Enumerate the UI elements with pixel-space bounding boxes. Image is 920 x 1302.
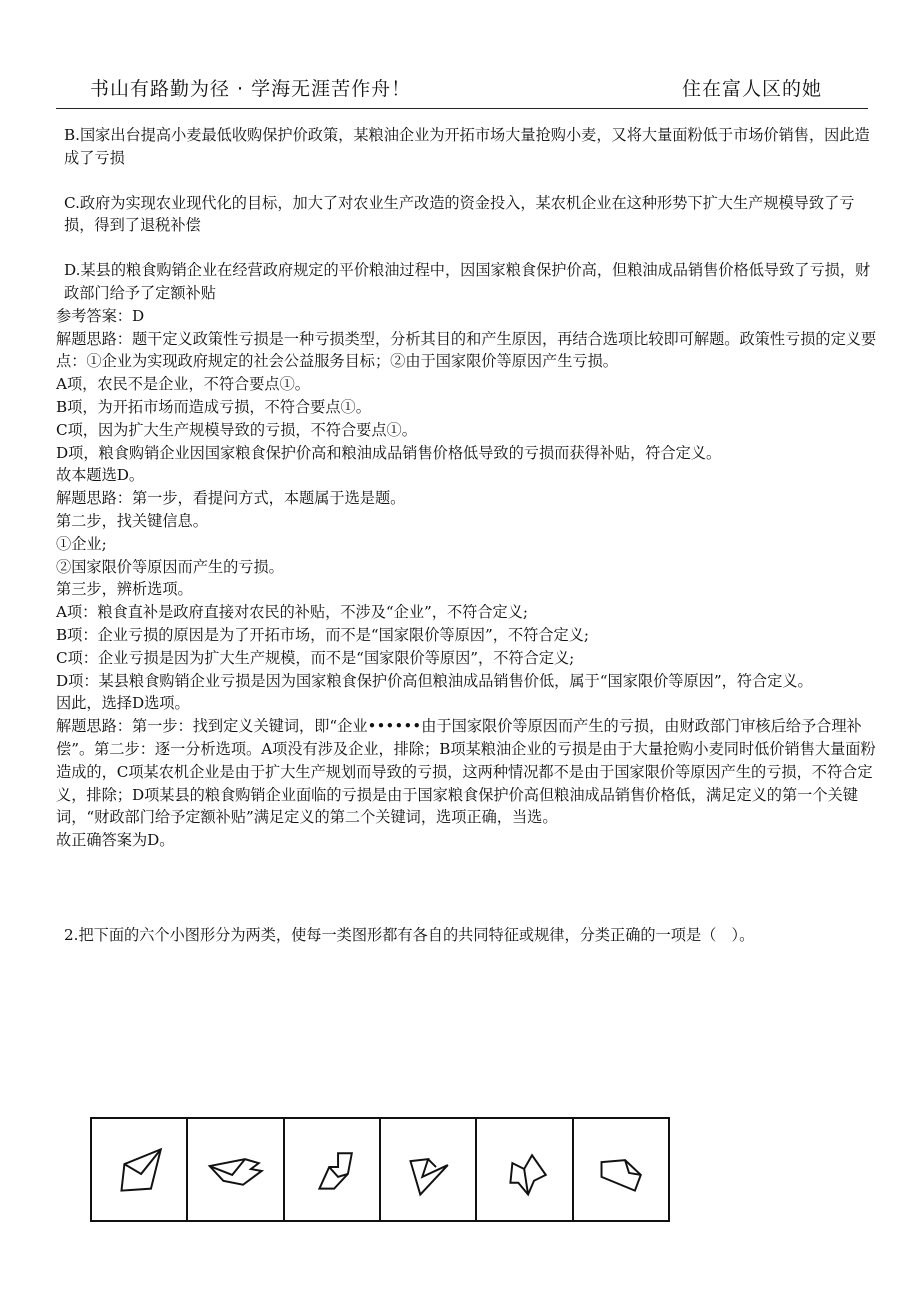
analysis-line: 解题思路：题干定义政策性亏损是一种亏损类型，分析其目的和产生原因，再结合选项比较即可解题。政策性亏损的定义要点：①企业为实现政府规定的社会公益服务目标；②由于国家限价等原因产生亏损。 xyxy=(56,329,877,371)
analysis-line: 故正确答案为D。 xyxy=(56,831,175,850)
figure-6-shape xyxy=(574,1119,668,1220)
figure-1-shape xyxy=(92,1119,186,1220)
analysis-line: C项，因为扩大生产规模导致的亏损，不符合要点①。 xyxy=(56,420,417,439)
option-c: C.政府为实现农业现代化的目标，加大了对农业生产改造的资金投入，某农机企业在这种形势下扩大生产规模导致了亏损，得到了退税补偿 xyxy=(64,193,855,235)
figure-5-shape xyxy=(477,1119,571,1220)
figure-4-shape xyxy=(381,1119,475,1220)
analysis-line: ②国家限价等原因而产生的亏损。 xyxy=(56,557,284,576)
analysis-line: B项，为开拓市场而造成亏损，不符合要点①。 xyxy=(56,397,371,416)
question-content xyxy=(56,124,882,947)
analysis-line: D项，粮食购销企业因国家粮食保护价高和粮油成品销售价格低导致的亏损而获得补贴，符合定义。 xyxy=(56,443,722,462)
figure-strip xyxy=(90,1117,670,1222)
analysis-line: D项：某县粮食购销企业亏损是因为国家粮食保护价高但粮油成品销售价低，属于“国家限价等原因”，符合定义。 xyxy=(56,671,813,690)
analysis-line: ①企业; xyxy=(56,534,107,553)
analysis-line: B项：企业亏损的原因是为了开拓市场，而不是“国家限价等原因”，不符合定义; xyxy=(56,625,589,644)
header-divider xyxy=(56,108,868,109)
figure-3-shape xyxy=(285,1119,379,1220)
header-author: 住在富人区的她 xyxy=(682,78,823,100)
analysis-line: 解题思路：第一步，看提问方式，本题属于选是题。 xyxy=(56,489,406,508)
figure-1 xyxy=(92,1119,188,1220)
figure-2 xyxy=(188,1119,284,1220)
analysis-line: A项：粮食直补是政府直接对农民的补贴，不涉及“企业”，不符合定义; xyxy=(56,603,529,622)
analysis-line: C项：企业亏损是因为扩大生产规模，而不是“国家限价等原因”，不符合定义; xyxy=(56,648,575,667)
analysis-line: 因此，选择D选项。 xyxy=(56,694,190,713)
analysis-line: 第二步，找关键信息。 xyxy=(56,511,208,530)
analysis-line: A项，农民不是企业，不符合要点①。 xyxy=(56,375,310,394)
reference-answer: 参考答案：D xyxy=(56,306,145,325)
analysis-line: 第三步，辨析选项。 xyxy=(56,580,193,599)
figure-4 xyxy=(381,1119,477,1220)
figure-3 xyxy=(285,1119,381,1220)
analysis-line: 故本题选D。 xyxy=(56,466,145,485)
question-2-stem: 2.把下面的六个小图形分为两类，使每一类图形都有各自的共同特征或规律，分类正确的一项是（ ）。 xyxy=(64,925,755,944)
option-b: B.国家出台提高小麦最低收购保护价政策，某粮油企业为开拓市场大量抢购小麦，又将大量面粉低于市场价销售，因此造成了亏损 xyxy=(64,126,870,167)
option-d: D.某县的粮食购销企业在经营政府规定的平价粮油过程中，因国家粮食保护价高，但粮油成品销售价格低导致了亏损，财政部门给予了定额补贴 xyxy=(64,261,871,302)
analysis-line: 解题思路：第一步：找到定义关键词，即“企业••••••由于国家限价等原因而产生的亏损，由财政部门审核后给予合理补偿”。第二步：逐一分析选项。A项没有涉及企业，排除；B项某粮油企业的亏损是由于大量抢购小麦同时低价销售大量面粉造成的，C项某农机企业是由于扩大生产规划而导致的亏损，这两种情况都不是由于国家限价等原因产生的亏损，不符合定义，排除；D项某县的粮食购销企业面临的亏损是由于国家粮食保护价高但粮油成品销售价格低，满足定义的第一个关键词，“财政部门给予定额补贴”满足定义的第二个关键词，选项正确，当选。 xyxy=(56,717,876,827)
figure-5 xyxy=(477,1119,573,1220)
header-motto: 书山有路勤为径 · 学海无涯苦作舟！ xyxy=(90,78,412,100)
figure-2-shape xyxy=(188,1119,282,1220)
figure-6 xyxy=(574,1119,668,1220)
